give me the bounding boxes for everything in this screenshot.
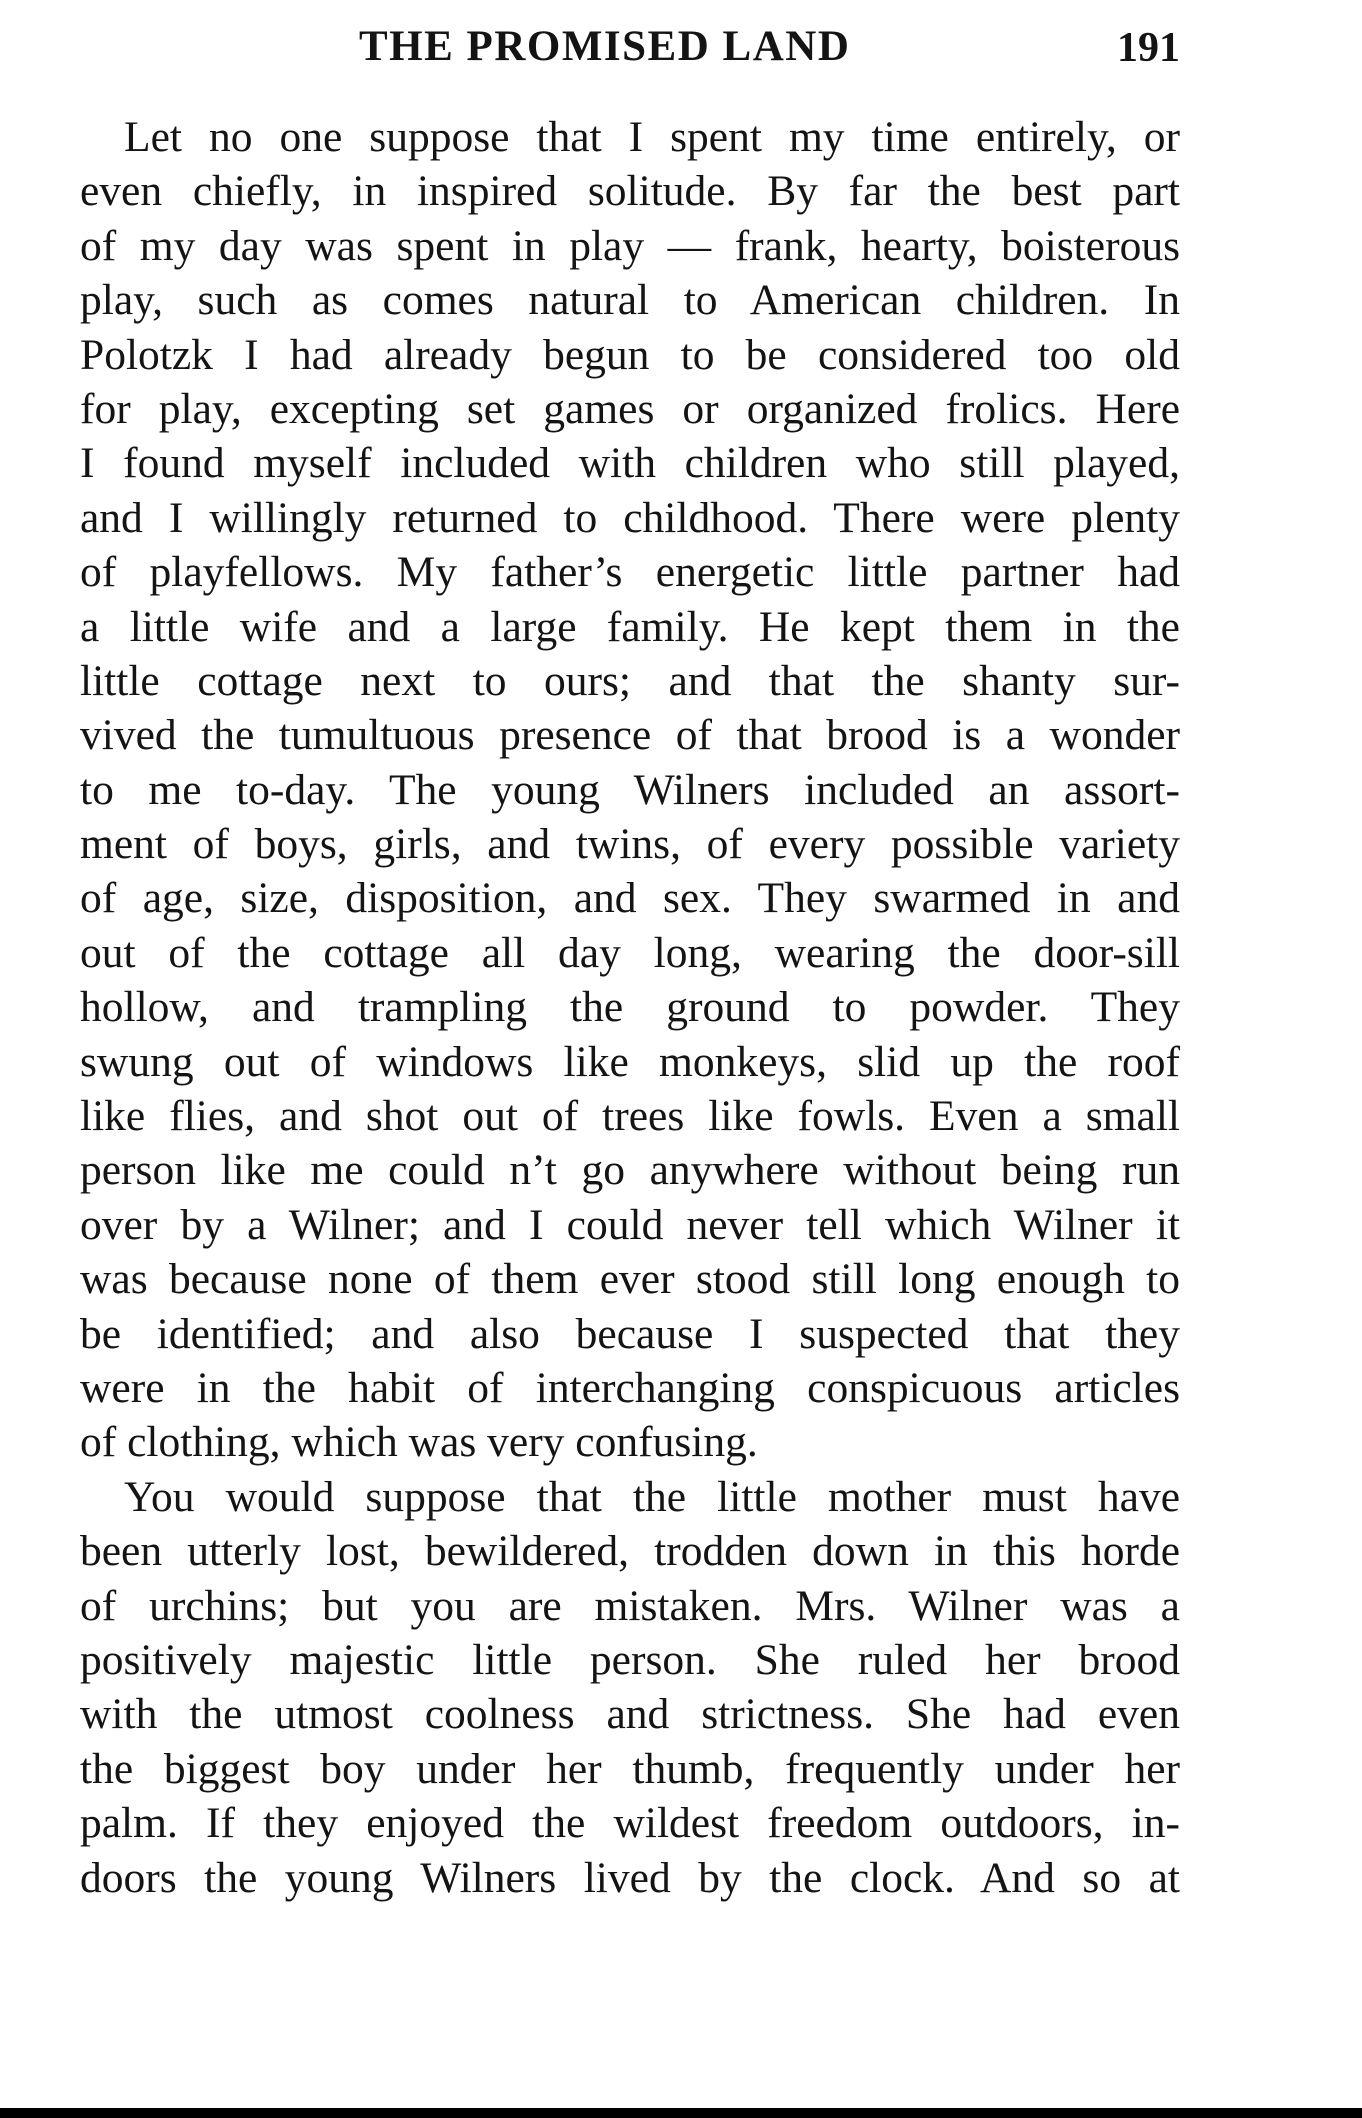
text-line: for play, excepting set games or organized frolics. Here: [80, 384, 1180, 433]
scan-edge-bar: [0, 2108, 1362, 2118]
text-line: ment of boys, girls, and twins, of every possible variety: [80, 820, 1180, 869]
text-line: palm. If they enjoyed the wildest freedom outdoors, in-: [80, 1799, 1180, 1848]
text-line: swung out of windows like monkeys, slid up the roof: [80, 1037, 1180, 1086]
text-line: was because none of them ever stood still long enough to: [80, 1255, 1180, 1304]
text-line: been utterly lost, bewildered, trodden down in this horde: [80, 1527, 1180, 1576]
text-line: with the utmost coolness and strictness. She had even: [80, 1690, 1180, 1739]
text-line: doors the young Wilners lived by the clock. And so at: [80, 1853, 1180, 1902]
text-line: of age, size, disposition, and sex. They swarmed in and: [80, 874, 1180, 923]
paragraph-2: [80, 1470, 1180, 1905]
text-line: even chiefly, in inspired solitude. By far the best part: [80, 167, 1180, 216]
text-line: the biggest boy under her thumb, frequently under her: [80, 1744, 1180, 1793]
text-line: person like me could n’t go anywhere without being run: [80, 1146, 1180, 1195]
text-line: of my day was spent in play — frank, hearty, boisterous: [80, 221, 1180, 270]
text-line: of clothing, which was very confusing.: [80, 1418, 758, 1467]
text-line: over by a Wilner; and I could never tell which Wilner it: [80, 1200, 1180, 1249]
page-number: 191: [1117, 25, 1180, 71]
body-text: [80, 110, 1180, 1905]
text-line: play, such as comes natural to American children. In: [80, 276, 1180, 325]
running-head: [80, 22, 1180, 82]
running-title: THE PROMISED LAND: [359, 23, 851, 70]
text-line: of playfellows. My father’s energetic little partner had: [80, 548, 1180, 597]
text-line: positively majestic little person. She ruled her brood: [80, 1635, 1180, 1684]
text-line: vived the tumultuous presence of that brood is a wonder: [80, 711, 1180, 760]
paragraph-1: [80, 110, 1180, 1470]
text-line: were in the habit of interchanging conspicuous articles: [80, 1363, 1180, 1412]
text-line: Polotzk I had already begun to be considered too old: [80, 330, 1180, 379]
text-line: be identified; and also because I suspected that they: [80, 1309, 1180, 1358]
text-line: to me to-day. The young Wilners included an assort-: [80, 765, 1180, 814]
text-line: out of the cottage all day long, wearing the door-sill: [80, 928, 1180, 977]
text-line: hollow, and trampling the ground to powder. They: [80, 983, 1180, 1032]
text-line: and I willingly returned to childhood. There were plenty: [80, 493, 1180, 542]
text-line: like flies, and shot out of trees like fowls. Even a small: [80, 1092, 1180, 1141]
text-line: You would suppose that the little mother must have: [124, 1472, 1180, 1521]
text-line: of urchins; but you are mistaken. Mrs. Wilner was a: [80, 1581, 1180, 1630]
text-line: Let no one suppose that I spent my time entirely, or: [124, 113, 1180, 161]
text-line: little cottage next to ours; and that the shanty sur-: [80, 656, 1180, 705]
text-line: I found myself included with children who still played,: [80, 439, 1180, 488]
text-line: a little wife and a large family. He kept them in the: [80, 602, 1180, 651]
